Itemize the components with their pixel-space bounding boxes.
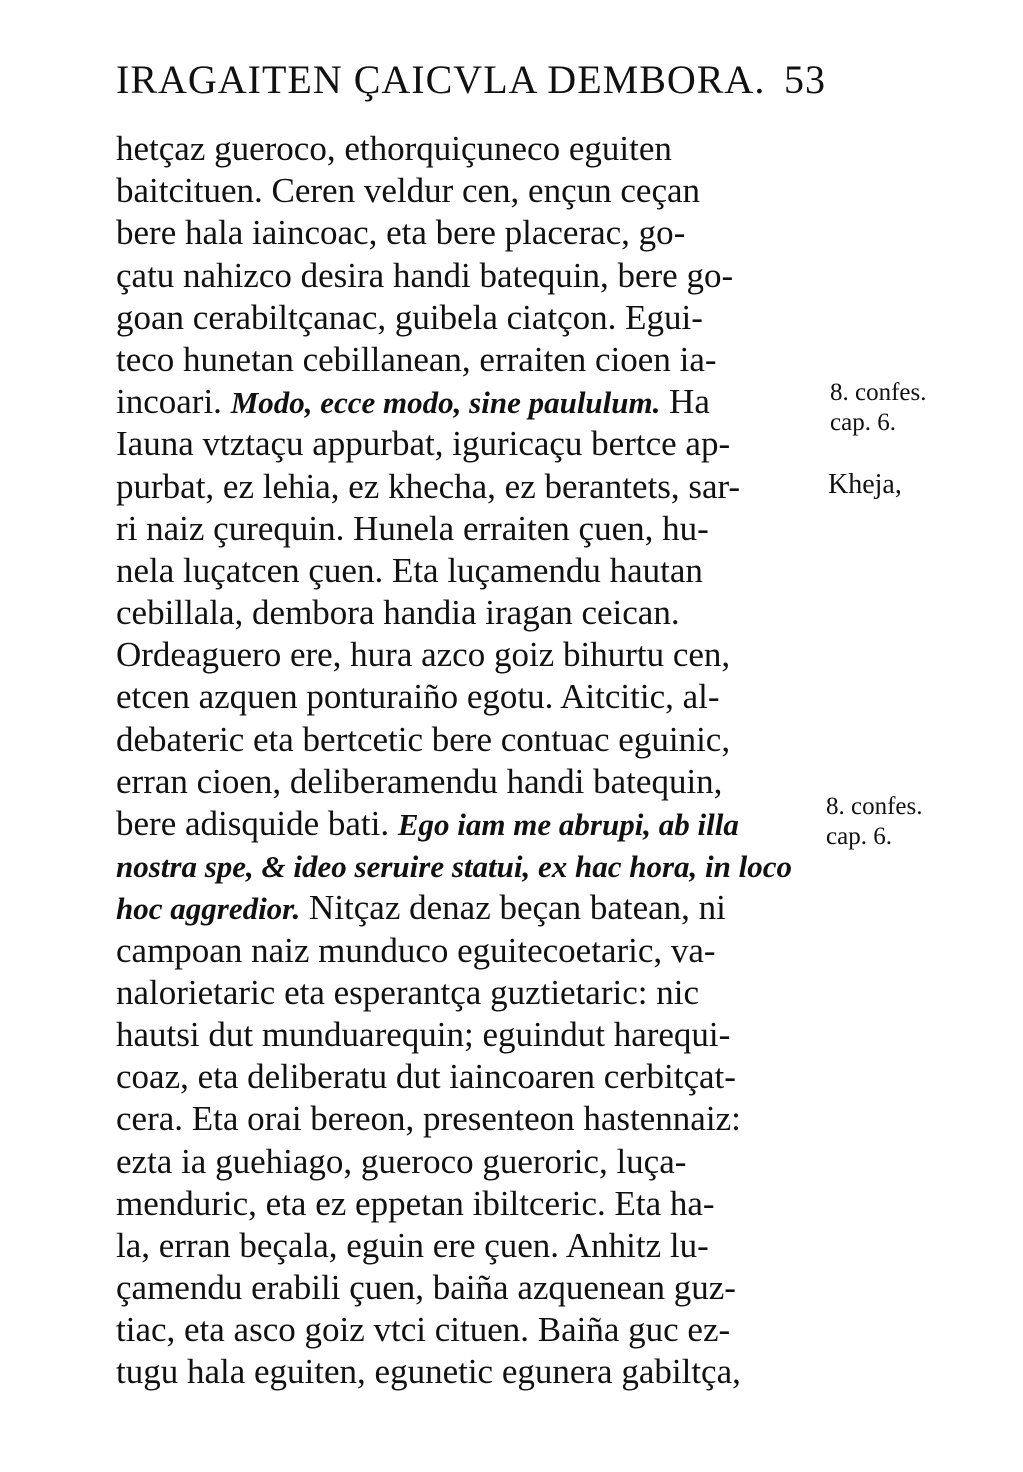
margin-note-confessions-1 — [830, 378, 927, 438]
text-segment: bere adisquide bati. — [116, 804, 398, 843]
margin-note-confessions-2 — [826, 792, 923, 852]
text-segment: la, erran beçala, eguin ere çuen. Anhitz lu- — [116, 1225, 709, 1265]
text-line — [116, 1351, 821, 1393]
text-line — [116, 466, 821, 508]
text-line — [116, 1056, 821, 1098]
text-line — [116, 761, 821, 803]
text-segment: Ha — [660, 382, 710, 422]
text-segment: cebillala, dembora handia iragan ceican. — [116, 593, 680, 633]
text-segment: baitcituen. Ceren veldur cen, ençun ceçan — [116, 171, 701, 211]
text-segment: ezta ia guehiago, gueroco gueroric, luça- — [116, 1141, 687, 1181]
margin-note-line: cap. 6. — [830, 409, 896, 436]
margin-note-line: 8. confes. — [826, 793, 923, 820]
text-line — [116, 297, 821, 339]
text-segment: purbat, ez lehia, ez khecha, ez berantets, sar- — [116, 466, 741, 506]
text-line — [116, 1309, 821, 1351]
text-line — [116, 719, 821, 761]
latin-quote: Ego iam me abrupi, ab illa — [397, 807, 739, 842]
text-line — [116, 676, 821, 718]
text-line — [116, 423, 821, 465]
text-segment: Nitçaz denaz beçan batean, ni — [300, 888, 726, 928]
text-line — [116, 1141, 821, 1183]
text-line — [116, 1225, 821, 1267]
text-segment: nalorietaric eta esperantça guztietaric: nic — [116, 972, 699, 1012]
text-segment: bere hala iaincoac, eta bere placerac, go- — [116, 213, 686, 253]
running-head — [116, 56, 826, 103]
text-line — [116, 845, 821, 887]
text-line — [116, 339, 821, 381]
text-line — [116, 1014, 821, 1056]
margin-note-line: cap. 6. — [826, 823, 892, 850]
text-segment: çamendu erabili çuen, baiña azquenean guz- — [116, 1268, 736, 1308]
running-title: IRAGAITEN ÇAICVLA DEMBORA. — [116, 57, 766, 102]
text-line — [116, 212, 821, 254]
text-segment: incoari. — [116, 382, 231, 422]
text-segment: çatu nahizco desira handi batequin, bere go- — [116, 255, 734, 295]
page-number: 53 — [784, 57, 826, 102]
text-line — [116, 255, 821, 297]
margin-note-line: 8. confes. — [830, 379, 927, 406]
text-line — [116, 508, 821, 550]
text-line — [116, 550, 821, 592]
text-segment: cera. Eta orai bereon, presenteon hastennaiz: — [116, 1099, 741, 1139]
text-segment: hautsi dut munduarequin; eguindut harequi- — [116, 1014, 731, 1054]
text-segment: ri naiz çurequin. Hunela erraiten çuen, hu- — [116, 508, 709, 548]
text-segment: etcen azquen ponturaiño egotu. Aitcitic, al- — [116, 677, 720, 717]
body-text — [116, 128, 821, 1394]
text-line — [116, 634, 821, 676]
text-line — [116, 803, 821, 845]
text-segment: teco hunetan cebillanean, erraiten cioen ia- — [116, 339, 717, 379]
latin-quote: Modo, ecce modo, sine paululum. — [230, 385, 661, 421]
text-segment: menduric, eta ez eppetan ibiltceric. Eta ha- — [116, 1183, 715, 1223]
text-segment: erran cioen, deliberamendu handi batequin, — [116, 761, 723, 801]
text-segment: Iauna vtztaçu appurbat, iguricaçu bertce ap- — [116, 424, 731, 464]
text-line — [116, 128, 821, 170]
text-segment: debateric eta bertcetic bere contuac eguinic, — [116, 719, 731, 759]
latin-quote: hoc aggredior. — [116, 891, 301, 927]
text-line — [116, 930, 821, 972]
text-line — [116, 1098, 821, 1140]
text-segment: nela luçatcen çuen. Eta luçamendu hautan — [116, 550, 703, 590]
text-line — [116, 170, 821, 212]
text-segment: Ordeaguero ere, hura azco goiz bihurtu cen, — [116, 635, 731, 675]
text-segment: tugu hala eguiten, egunetic egunera gabiltça, — [116, 1352, 741, 1392]
text-line — [116, 972, 821, 1014]
latin-quote: nostra spe, & ideo seruire statui, ex hac hora, in loco — [116, 849, 793, 885]
text-line — [116, 1183, 821, 1225]
text-line — [116, 887, 821, 929]
text-segment: coaz, eta deliberatu dut iaincoaren cerbitçat- — [116, 1057, 736, 1097]
text-line — [116, 592, 821, 634]
text-segment: hetçaz gueroco, ethorquiçuneco eguiten — [116, 129, 672, 168]
margin-note-kheja — [828, 470, 902, 500]
text-line — [116, 1267, 821, 1309]
margin-note-line: Kheja, — [828, 469, 902, 500]
text-segment: goan cerabiltçanac, guibela ciatçon. Egui- — [116, 297, 703, 337]
text-segment: tiac, eta asco goiz vtci cituen. Baiña guc ez- — [116, 1310, 731, 1350]
text-segment: campoan naiz munduco eguitecoetaric, va- — [116, 930, 716, 970]
text-line — [116, 381, 821, 423]
